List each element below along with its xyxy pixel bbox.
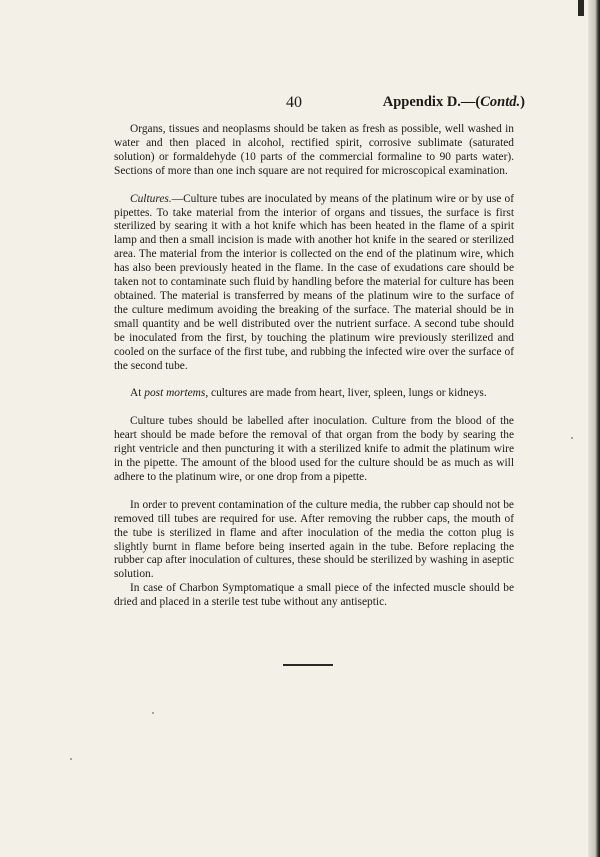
paragraph-prefix: At — [130, 387, 145, 400]
section-divider — [283, 664, 333, 666]
appendix-title — [383, 94, 525, 111]
page-edge-shadow — [588, 0, 600, 857]
appendix-label: Appendix D.—( — [382, 94, 481, 110]
paragraph-text: In case of Charbon Symptomatique a small piece of the infected muscle should be dried and placed in a sterile test tube without any antiseptic. — [114, 582, 514, 609]
paragraph-labelling — [114, 415, 514, 485]
paragraph-post-mortems — [114, 387, 514, 401]
paragraph-text: In order to prevent contamination of the culture media, the rubber cap should not be removed till tubes are required for use. After removing the rubber caps, the mouth of the tube is sterilized in flame and after inoculation of the media the cotton plug is slightly burnt in flame before being inserted again in the tube. Before replacing the rubber cap after inoculation of cultures, these should be sterilized by washing in aseptic solution. — [114, 498, 514, 581]
paragraph-text: Organs, tissues and neoplasms should be taken as fresh as possible, well washed in water and then placed in alcohol, rectified spirit, corrosive sublimate (saturated solution) or formaldehyde (10 parts of the commercial formaline to 90 parts water). Sections of more than one inch square are not required for microscopical examination. — [114, 123, 514, 177]
paragraph-contamination — [114, 499, 514, 582]
paragraph-text: —Culture tubes are inoculated by means of the platinum wire or by use of pipettes. To take material from the interior of organs and tissues, the surface is first sterilized by searing it with a hot knife which has been heated in the flame of a spirit lamp and then a small incision is made with another hot knife in the seared or sterilized area. The material from the interior is collected on the end of the platinum wire, which has also been previously heated in the flame. In the case of exudations care should be taken not to contaminate such fluid by handling before the material for culture has been obtained. The material is transferred by means of the platinum wire to the surface of the culture medimum avoiding the breaking of the surface. The material should be in small quantity and be well distributed over the nutrient surface. A second tube should be inoculated from the first, by touching the platinum wire previously sterilized and cooled on the surface of the first tube, and rubbing the infected wire over the surface of the second tube. — [114, 192, 514, 372]
paragraph-cultures — [114, 193, 514, 374]
appendix-close: ) — [520, 94, 525, 110]
paragraph-text: cultures are made from heart, liver, spleen, lungs or kidneys. — [208, 387, 487, 400]
paragraph-lead: post mortems, — [144, 387, 209, 400]
page-number: 40 — [286, 94, 302, 111]
scan-speck — [152, 712, 154, 714]
scan-speck — [70, 758, 72, 760]
paragraph-preservation — [114, 123, 514, 179]
body-text — [114, 123, 514, 610]
scan-speck — [571, 437, 573, 439]
paragraph-charbon — [114, 582, 514, 610]
appendix-contd: Contd. — [480, 94, 521, 110]
page-header — [110, 94, 525, 116]
paragraph-lead: Cultures. — [130, 192, 172, 205]
scan-mark — [578, 0, 584, 16]
paragraph-text: Culture tubes should be labelled after inoculation. Culture from the blood of the heart should be made before the removal of that organ from the body by searing the right ventricle and then puncturing it with a sterilized knife to admit the platinum wire in the pipette. The amount of the blood used for the culture should be as much as will adhere to the platinum wire, or one drop from a pipette. — [114, 415, 514, 483]
